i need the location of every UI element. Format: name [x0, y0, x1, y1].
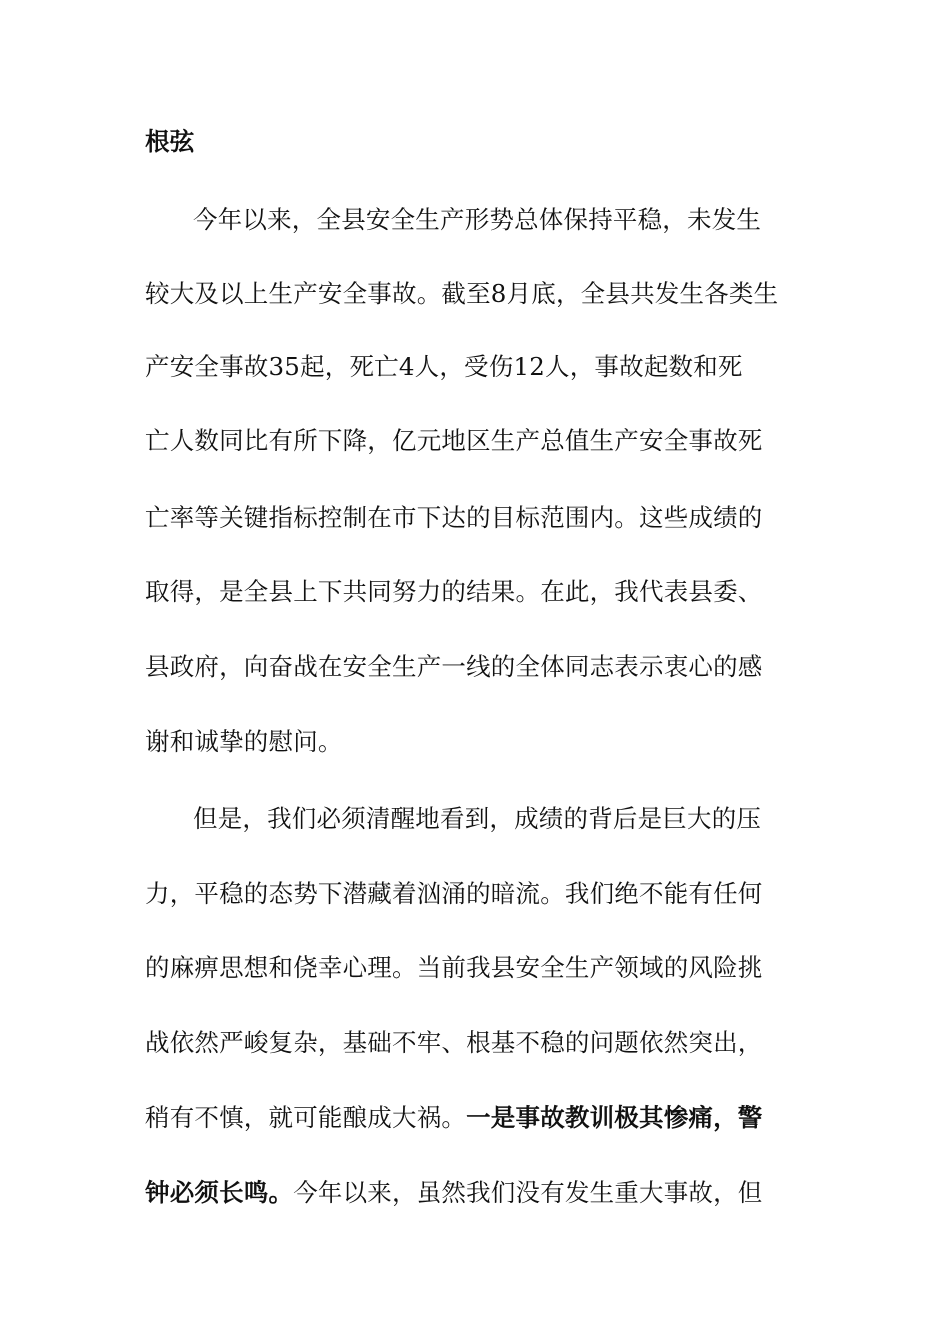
paragraph-line: 较大及以上生产安全事故。截至8月底，全县共发生各类生	[145, 279, 779, 308]
paragraph-line: 今年以来，全县安全生产形势总体保持平稳，未发生	[193, 205, 762, 234]
plain-text: 今年以来，虽然我们没有发生重大事故，但	[293, 1178, 763, 1207]
paragraph-line: 产安全事故35起，死亡4人，受伤12人，事故起数和死	[145, 352, 743, 381]
emphasis-text: 一是事故教训极其惨痛，警	[466, 1103, 763, 1132]
paragraph-line: 力，平稳的态势下潜藏着汹涌的暗流。我们绝不能有任何	[145, 879, 763, 908]
heading-fragment: 根弦	[145, 127, 195, 156]
paragraph-line: 战依然严峻复杂，基础不牢、根基不稳的问题依然突出，	[145, 1028, 763, 1057]
paragraph-line: 县政府，向奋战在安全生产一线的全体同志表示衷心的感	[145, 652, 763, 681]
paragraph-line: 亡人数同比有所下降，亿元地区生产总值生产安全事故死	[145, 426, 763, 455]
paragraph-line: 谢和诚挚的慰问。	[145, 727, 343, 756]
emphasis-text: 钟必须长鸣。	[145, 1178, 294, 1207]
plain-text: 稍有不慎，就可能酿成大祸。	[145, 1103, 467, 1132]
paragraph-line-mixed	[145, 1178, 763, 1208]
paragraph-line: 亡率等关键指标控制在市下达的目标范围内。这些成绩的	[145, 503, 763, 532]
paragraph-line: 但是，我们必须清醒地看到，成绩的背后是巨大的压	[193, 804, 762, 833]
paragraph-line: 取得，是全县上下共同努力的结果。在此，我代表县委、	[145, 577, 763, 606]
paragraph-line-mixed	[145, 1103, 763, 1133]
paragraph-line: 的麻痹思想和侥幸心理。当前我县安全生产领域的风险挑	[145, 953, 763, 982]
